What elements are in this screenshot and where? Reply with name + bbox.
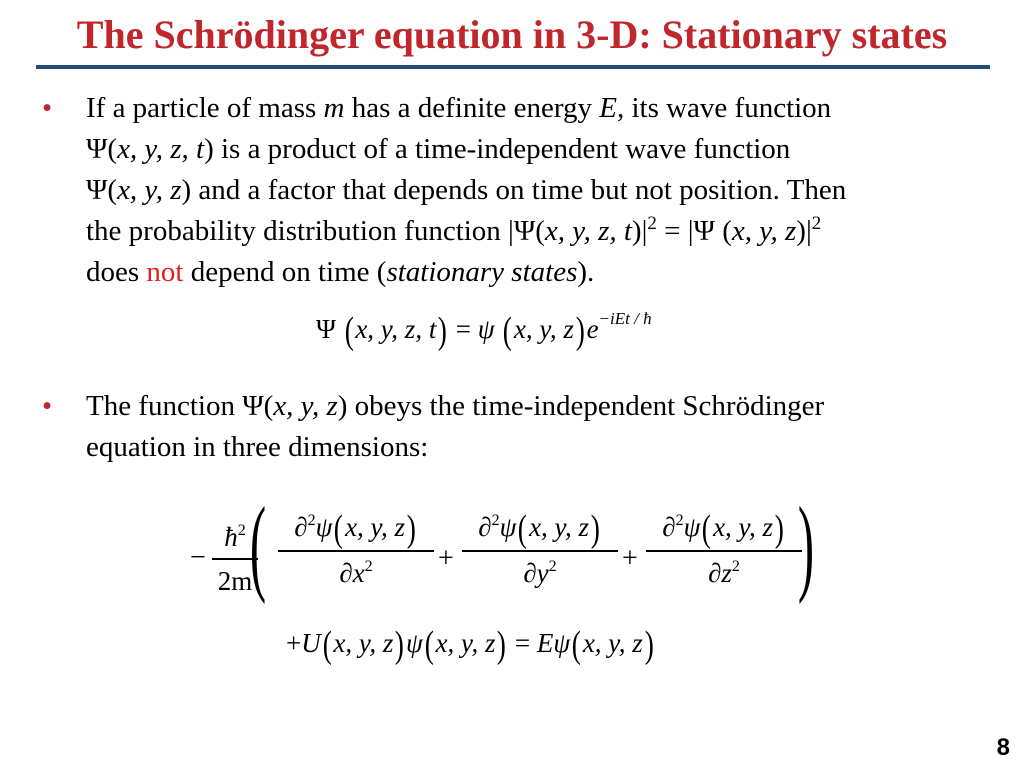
plus-sign: + <box>438 543 454 574</box>
energy-symbol: E <box>599 92 617 124</box>
fraction-numerator <box>646 508 802 548</box>
psi-symbol: ψ <box>315 512 333 542</box>
variables: x, y, z, t <box>544 215 632 247</box>
fraction-bar <box>646 550 802 552</box>
open-paren: ( <box>424 624 434 666</box>
text-segment: = |Ψ ( <box>656 215 732 247</box>
x-derivative-term <box>278 508 434 592</box>
close-paren: ) <box>406 508 416 550</box>
variables: x, y, z <box>731 215 797 247</box>
text-segment: ) is a product of a time-independent wave function <box>204 133 791 165</box>
open-paren: ( <box>702 508 712 550</box>
open-paren: ( <box>344 310 354 352</box>
equation-args: x, y, z <box>435 628 496 658</box>
variables: x, y, z, t <box>117 133 205 165</box>
close-paren: ) <box>395 624 405 666</box>
equation-args: x, y, z <box>513 314 574 344</box>
bullet-text-2 <box>86 386 1006 468</box>
text-segment: ) and a factor that depends on time but not position. Then <box>181 174 847 206</box>
close-paren: ) <box>774 508 784 550</box>
open-paren: ( <box>322 624 332 666</box>
text-segment: )| <box>796 215 812 247</box>
text-segment: depend on time ( <box>183 256 387 288</box>
text-segment: has a definite energy <box>344 92 600 124</box>
potential-symbol: U <box>301 628 321 658</box>
fraction-denominator <box>462 554 618 592</box>
equals-sign: = <box>455 314 471 344</box>
energy-symbol: E <box>536 628 554 658</box>
partial-x: ∂x <box>339 557 365 588</box>
equation-args: x, y, z <box>333 628 394 658</box>
big-close-paren: ) <box>797 486 815 605</box>
bullet1-line5 <box>86 252 1006 293</box>
text-segment: Ψ( <box>86 133 118 165</box>
minus-sign: − <box>190 542 206 573</box>
hbar-symbol: ħ <box>224 522 238 552</box>
superscript: 2 <box>647 213 657 234</box>
psi-symbol: ψ <box>553 628 571 658</box>
text-segment: ). <box>577 256 595 288</box>
superscript: 2 <box>675 512 684 529</box>
superscript: 2 <box>548 557 557 575</box>
close-paren: ) <box>438 310 448 352</box>
open-paren: ( <box>518 508 528 550</box>
superscript: 2 <box>731 557 740 575</box>
superscript: 2 <box>491 512 500 529</box>
fraction-denominator: 2m <box>217 565 253 596</box>
mass-symbol: m <box>323 92 345 124</box>
bullet1-line1 <box>86 88 1006 129</box>
partial-symbol: ∂ <box>478 512 492 542</box>
partial-z: ∂z <box>708 557 732 588</box>
partial-y: ∂y <box>523 557 549 588</box>
fraction-numerator <box>278 508 434 548</box>
variables: x, y, z <box>117 174 182 206</box>
close-paren: ) <box>497 624 507 666</box>
bullet1-line2 <box>86 129 1006 170</box>
equals-sign: = <box>514 628 531 658</box>
psi-symbol: ψ <box>499 512 517 542</box>
highlighted-word: not <box>146 256 184 288</box>
variables: x, y, z <box>273 390 338 422</box>
bullet2-line2: equation in three dimensions: <box>86 431 429 463</box>
bullet-marker: • <box>42 390 53 422</box>
superscript: 2 <box>237 522 246 539</box>
equation-args: x, y, z <box>345 512 406 542</box>
text-segment: If a particle of mass <box>86 92 324 124</box>
title-divider <box>36 65 990 69</box>
text-segment: ) obeys the time-independent Schrödinger <box>337 390 825 422</box>
partial-symbol: ∂ <box>662 512 676 542</box>
equation-second-line <box>286 626 655 664</box>
equation-args: x, y, z <box>582 628 643 658</box>
fraction-denominator <box>646 554 802 592</box>
bullet-marker: • <box>42 92 53 124</box>
bullet-text-1 <box>86 88 1006 293</box>
fraction-denominator <box>278 554 434 592</box>
superscript: 2 <box>364 557 373 575</box>
psi-symbol: ψ <box>406 628 423 658</box>
text-segment: the probability distribution function |Ψ( <box>86 215 545 247</box>
superscript: 2 <box>811 213 822 234</box>
exponent: −iEt / ħ <box>598 309 652 328</box>
exponential-base: e <box>586 314 599 344</box>
bullet2-line1 <box>86 386 1006 427</box>
plus-sign: + <box>286 628 302 658</box>
bullet1-line3 <box>86 170 1006 211</box>
text-segment: Ψ( <box>86 174 118 206</box>
psi-symbol: ψ <box>477 314 495 344</box>
equation-args: x, y, z, t <box>355 314 437 344</box>
open-paren: ( <box>334 508 344 550</box>
text-segment: The function Ψ( <box>86 390 274 422</box>
text-segment: )| <box>631 215 648 247</box>
plus-sign: + <box>622 543 638 574</box>
partial-symbol: ∂ <box>294 512 308 542</box>
slide-title: The Schrödinger equation in 3-D: Stationary states <box>76 12 948 57</box>
close-paren: ) <box>575 310 585 352</box>
close-paren: ) <box>590 508 600 550</box>
fraction-bar <box>462 550 618 552</box>
open-paren: ( <box>503 310 513 352</box>
z-derivative-term <box>646 508 802 592</box>
stationary-states-term: stationary states <box>386 256 578 288</box>
superscript: 2 <box>307 512 316 529</box>
close-paren: ) <box>644 624 654 666</box>
fraction-bar <box>278 550 434 552</box>
psi-symbol: ψ <box>683 512 701 542</box>
equation-args: x, y, z <box>529 512 590 542</box>
y-derivative-term <box>462 508 618 592</box>
stationary-state-equation <box>316 309 652 352</box>
capital-psi-symbol: Ψ <box>316 314 336 344</box>
text-segment: does <box>86 256 147 288</box>
big-open-paren: ( <box>249 486 267 605</box>
page-number: 8 <box>996 734 1010 761</box>
equation-args: x, y, z <box>713 512 774 542</box>
bullet1-line4 <box>86 211 1006 252</box>
text-segment: , its wave function <box>616 92 832 124</box>
fraction-numerator <box>462 508 618 548</box>
open-paren: ( <box>571 624 582 666</box>
